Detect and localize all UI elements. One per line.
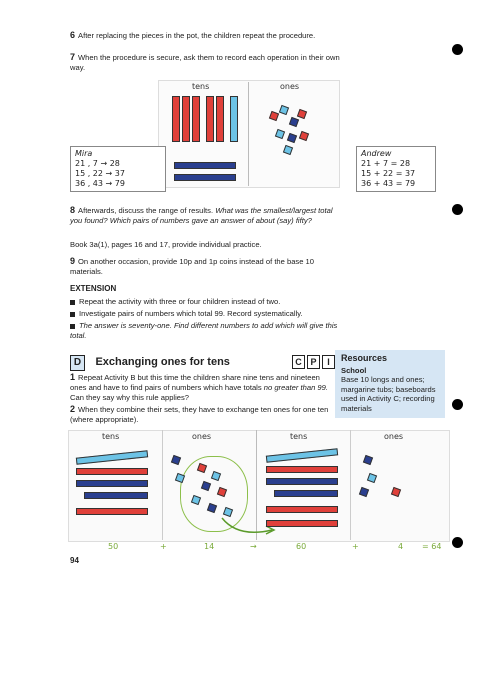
tag-badge: P (307, 355, 320, 369)
extension-item: Investigate pairs of numbers which total 99. Record systematically. (70, 309, 340, 319)
step-text: When the procedure is secure, ask them to record each operation in their own way. (70, 53, 340, 72)
step-number: 1 (70, 372, 76, 382)
margin-dot (452, 204, 463, 215)
andrew-line: 15 + 22 = 37 (361, 169, 416, 178)
step-9 (70, 256, 340, 277)
section-d-heading (70, 352, 335, 368)
mira-line: 36 , 43 → 79 (75, 179, 125, 188)
step-text: On another occasion, provide 10p and 1p coins instead of the base 10 materials. (70, 257, 315, 276)
tag-badge: C (292, 355, 305, 369)
step-number: 2 (70, 404, 76, 414)
step-text-italic: What was the smallest/largest total you found? Which pairs of numbers gave an answer of about (say) fifty? (70, 206, 333, 225)
tens-rod (230, 96, 238, 142)
step-number: 8 (70, 205, 76, 215)
tens-header: tens (102, 432, 120, 441)
mira-record-card (70, 146, 166, 192)
tens-rod (174, 162, 236, 169)
tens-rod (182, 96, 190, 142)
tens-rod (266, 520, 338, 527)
tens-rod (216, 96, 224, 142)
extension-title: EXTENSION (70, 284, 117, 293)
step-8 (70, 205, 340, 226)
andrew-line: 36 + 43 = 79 (361, 179, 416, 188)
tag-badge: I (322, 355, 335, 369)
ones-header: ones (192, 432, 212, 441)
step-number: 7 (70, 52, 76, 62)
tens-rod (172, 96, 180, 142)
step-6 (70, 30, 340, 41)
ones-header: ones (384, 432, 404, 441)
step-text: Afterwards, discuss the range of results. (78, 206, 214, 215)
tens-header: tens (290, 432, 308, 441)
page-number: 94 (70, 556, 79, 565)
step-text: After replacing the pieces in the pot, the children repeat the procedure. (78, 31, 316, 40)
tens-rod (274, 490, 338, 497)
tens-rod (192, 96, 200, 142)
tens-rod (84, 492, 148, 499)
section-d-step-2: 2 When they combine their sets, they have to exchange ten ones for one ten (where appropriate). (70, 404, 329, 424)
step-number: 6 (70, 30, 76, 40)
resources-school-label: School (341, 365, 367, 375)
bullet-icon (70, 300, 75, 305)
resources-text: Base 10 longs and ones; margarine tubs; baseboards used in Activity C; recording materials (341, 375, 436, 413)
bullet-icon (70, 312, 75, 317)
margin-dot (452, 399, 463, 410)
tens-rod (266, 478, 338, 485)
extension-item: Repeat the activity with three or four children instead of two. (70, 297, 340, 307)
step-number: 9 (70, 256, 76, 266)
bullet-icon (70, 324, 75, 329)
andrew-name: Andrew (361, 149, 392, 158)
margin-dot (452, 537, 463, 548)
section-letter-badge: D (70, 355, 85, 371)
resources-box (335, 350, 445, 418)
book-reference: Book 3a(1), pages 16 and 17, provide individual practice. (70, 240, 262, 249)
tens-rod (206, 96, 214, 142)
tens-header: tens (192, 82, 210, 91)
tens-rod (266, 466, 338, 473)
tens-rod (76, 480, 148, 487)
figure-exchange-boards (68, 430, 448, 555)
tens-rod (174, 174, 236, 181)
exchange-equation: 50 + 14 → 60 + 4 = 64 (108, 542, 442, 551)
tens-rod (76, 468, 148, 475)
ones-header: ones (280, 82, 300, 91)
extension-item: The answer is seventy-one. Find different numbers to add which will give this total. (70, 321, 338, 340)
tens-rod (76, 508, 148, 515)
mira-line: 15 , 22 → 37 (75, 169, 125, 178)
section-d-step-1: 1 Repeat Activity B but this time the children share nine tens and nineteen ones and have to find pairs of numbers which have totals no greater than 99. Can they say why this rule applies? (70, 372, 328, 402)
section-title: Exchanging ones for tens (95, 356, 230, 368)
figure-place-value-board (158, 80, 338, 190)
tens-rod (266, 506, 338, 513)
mira-name: Mira (75, 149, 93, 158)
resources-title: Resources (341, 353, 388, 363)
andrew-record-card (356, 146, 436, 192)
step-7 (70, 52, 340, 73)
margin-dot (452, 44, 463, 55)
andrew-line: 21 + 7 = 28 (361, 159, 411, 168)
mira-line: 21 , 7 → 28 (75, 159, 120, 168)
